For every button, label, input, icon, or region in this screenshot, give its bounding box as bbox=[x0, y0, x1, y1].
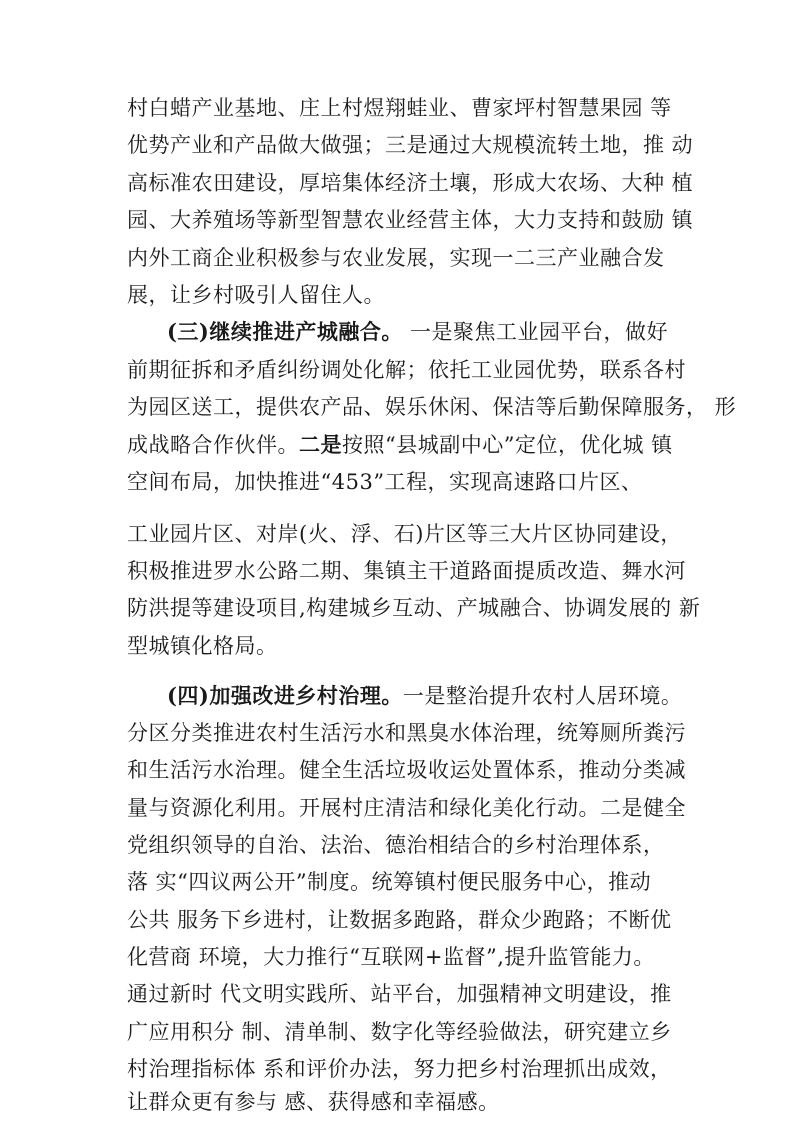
section-heading-3: (三)继续推进产城融合。 bbox=[167, 319, 403, 344]
paragraph-4-line-5: 党组织领导的自治、法治、德治相结合的乡村治理体系， bbox=[127, 833, 665, 857]
paragraph-2-line-5: 空间布局，加快推进“453”工程，实现高速路口片区、 bbox=[127, 470, 643, 494]
paragraph-2-line-1-text: 一是聚焦工业园平台，做好 bbox=[402, 320, 669, 344]
paragraph-3-line-4: 型城镇化格局。 bbox=[127, 634, 278, 658]
paragraph-2-line-4-a: 成战略合作伙伴。 bbox=[127, 433, 299, 457]
paragraph-2-line-3: 为园区送工，提供农产品、娱乐休闲、保洁等后勤保障服务， 形 bbox=[127, 395, 737, 419]
paragraph-1-line-2: 优势产业和产品做大做强；三是通过大规模流转土地，推 动 bbox=[127, 133, 694, 157]
paragraph-4-line-10: 广应用积分 制、清单制、数字化等经验做法，研究建立乡 bbox=[127, 1020, 672, 1044]
paragraph-3-line-1: 工业园片区、对岸(火、浮、石)片区等三大片区协同建设， bbox=[127, 522, 682, 546]
paragraph-2-emphasis: 二是 bbox=[299, 432, 342, 457]
paragraph-4-line-6: 落 实“四议两公开”制度。统筹镇村便民服务中心，推动 bbox=[127, 870, 652, 894]
section-heading-4: (四)加强改进乡村治理。 bbox=[167, 683, 403, 708]
paragraph-4-line-4: 量与资源化利用。开展村庄清洁和绿化美化行动。二是健全 bbox=[127, 796, 686, 820]
paragraph-1-line-4: 园、大养殖场等新型智慧农业经营主体，大力支持和鼓励 镇 bbox=[127, 208, 694, 232]
paragraph-1-line-6: 展，让乡村吸引人留住人。 bbox=[127, 283, 385, 307]
paragraph-4-line-12: 让群众更有参与 感、获得感和幸福感。 bbox=[127, 1090, 500, 1114]
paragraph-2-line-4-b: 按照“县城副中心”定位，优化城 镇 bbox=[342, 433, 673, 457]
paragraph-4-line-1 bbox=[167, 681, 682, 711]
paragraph-1-line-3: 高标准农田建设，厚培集体经济土壤，形成大农场、大种 植 bbox=[127, 171, 694, 195]
paragraph-3-line-3: 防洪提等建设项目,构建城乡互动、产城融合、协调发展的 新 bbox=[127, 596, 701, 620]
paragraph-4-line-8: 化营商 环境，大力推行“互联网+监督”,提升监管能力。 bbox=[127, 945, 655, 969]
paragraph-4-line-11: 村治理指标体 系和评价办法，努力把乡村治理抓出成效， bbox=[127, 1057, 672, 1081]
paragraph-2-line-4 bbox=[127, 430, 673, 460]
paragraph-2-line-2: 前期征拆和矛盾纠纷调处化解；依托工业园优势，联系各村 bbox=[127, 358, 686, 382]
paragraph-4-line-3: 和生活污水治理。健全生活垃圾收运处置体系，推动分类减 bbox=[127, 758, 686, 782]
paragraph-1-line-1: 村白蜡产业基地、庄上村煜翔蛙业、曹家坪村智慧果园 等 bbox=[127, 96, 672, 120]
paragraph-1-line-5: 内外工商企业积极参与农业发展，实现一二三产业融合发 bbox=[127, 246, 665, 270]
paragraph-4-line-2: 分区分类推进农村生活污水和黑臭水体治理，统筹厕所粪污 bbox=[127, 721, 686, 745]
paragraph-4-line-9: 通过新时 代文明实践所、站平台，加强精神文明建设，推 bbox=[127, 982, 672, 1006]
paragraph-3-line-2: 积极推进罗水公路二期、集镇主干道路面提质改造、舞水河 bbox=[127, 559, 686, 583]
paragraph-4-line-1-text: 一是整治提升农村人居环境。 bbox=[402, 684, 683, 708]
paragraph-4-line-7: 公共 服务下乡进村，让数据多跑路，群众少跑路；不断优 bbox=[127, 908, 672, 932]
paragraph-2-line-1 bbox=[167, 317, 668, 347]
